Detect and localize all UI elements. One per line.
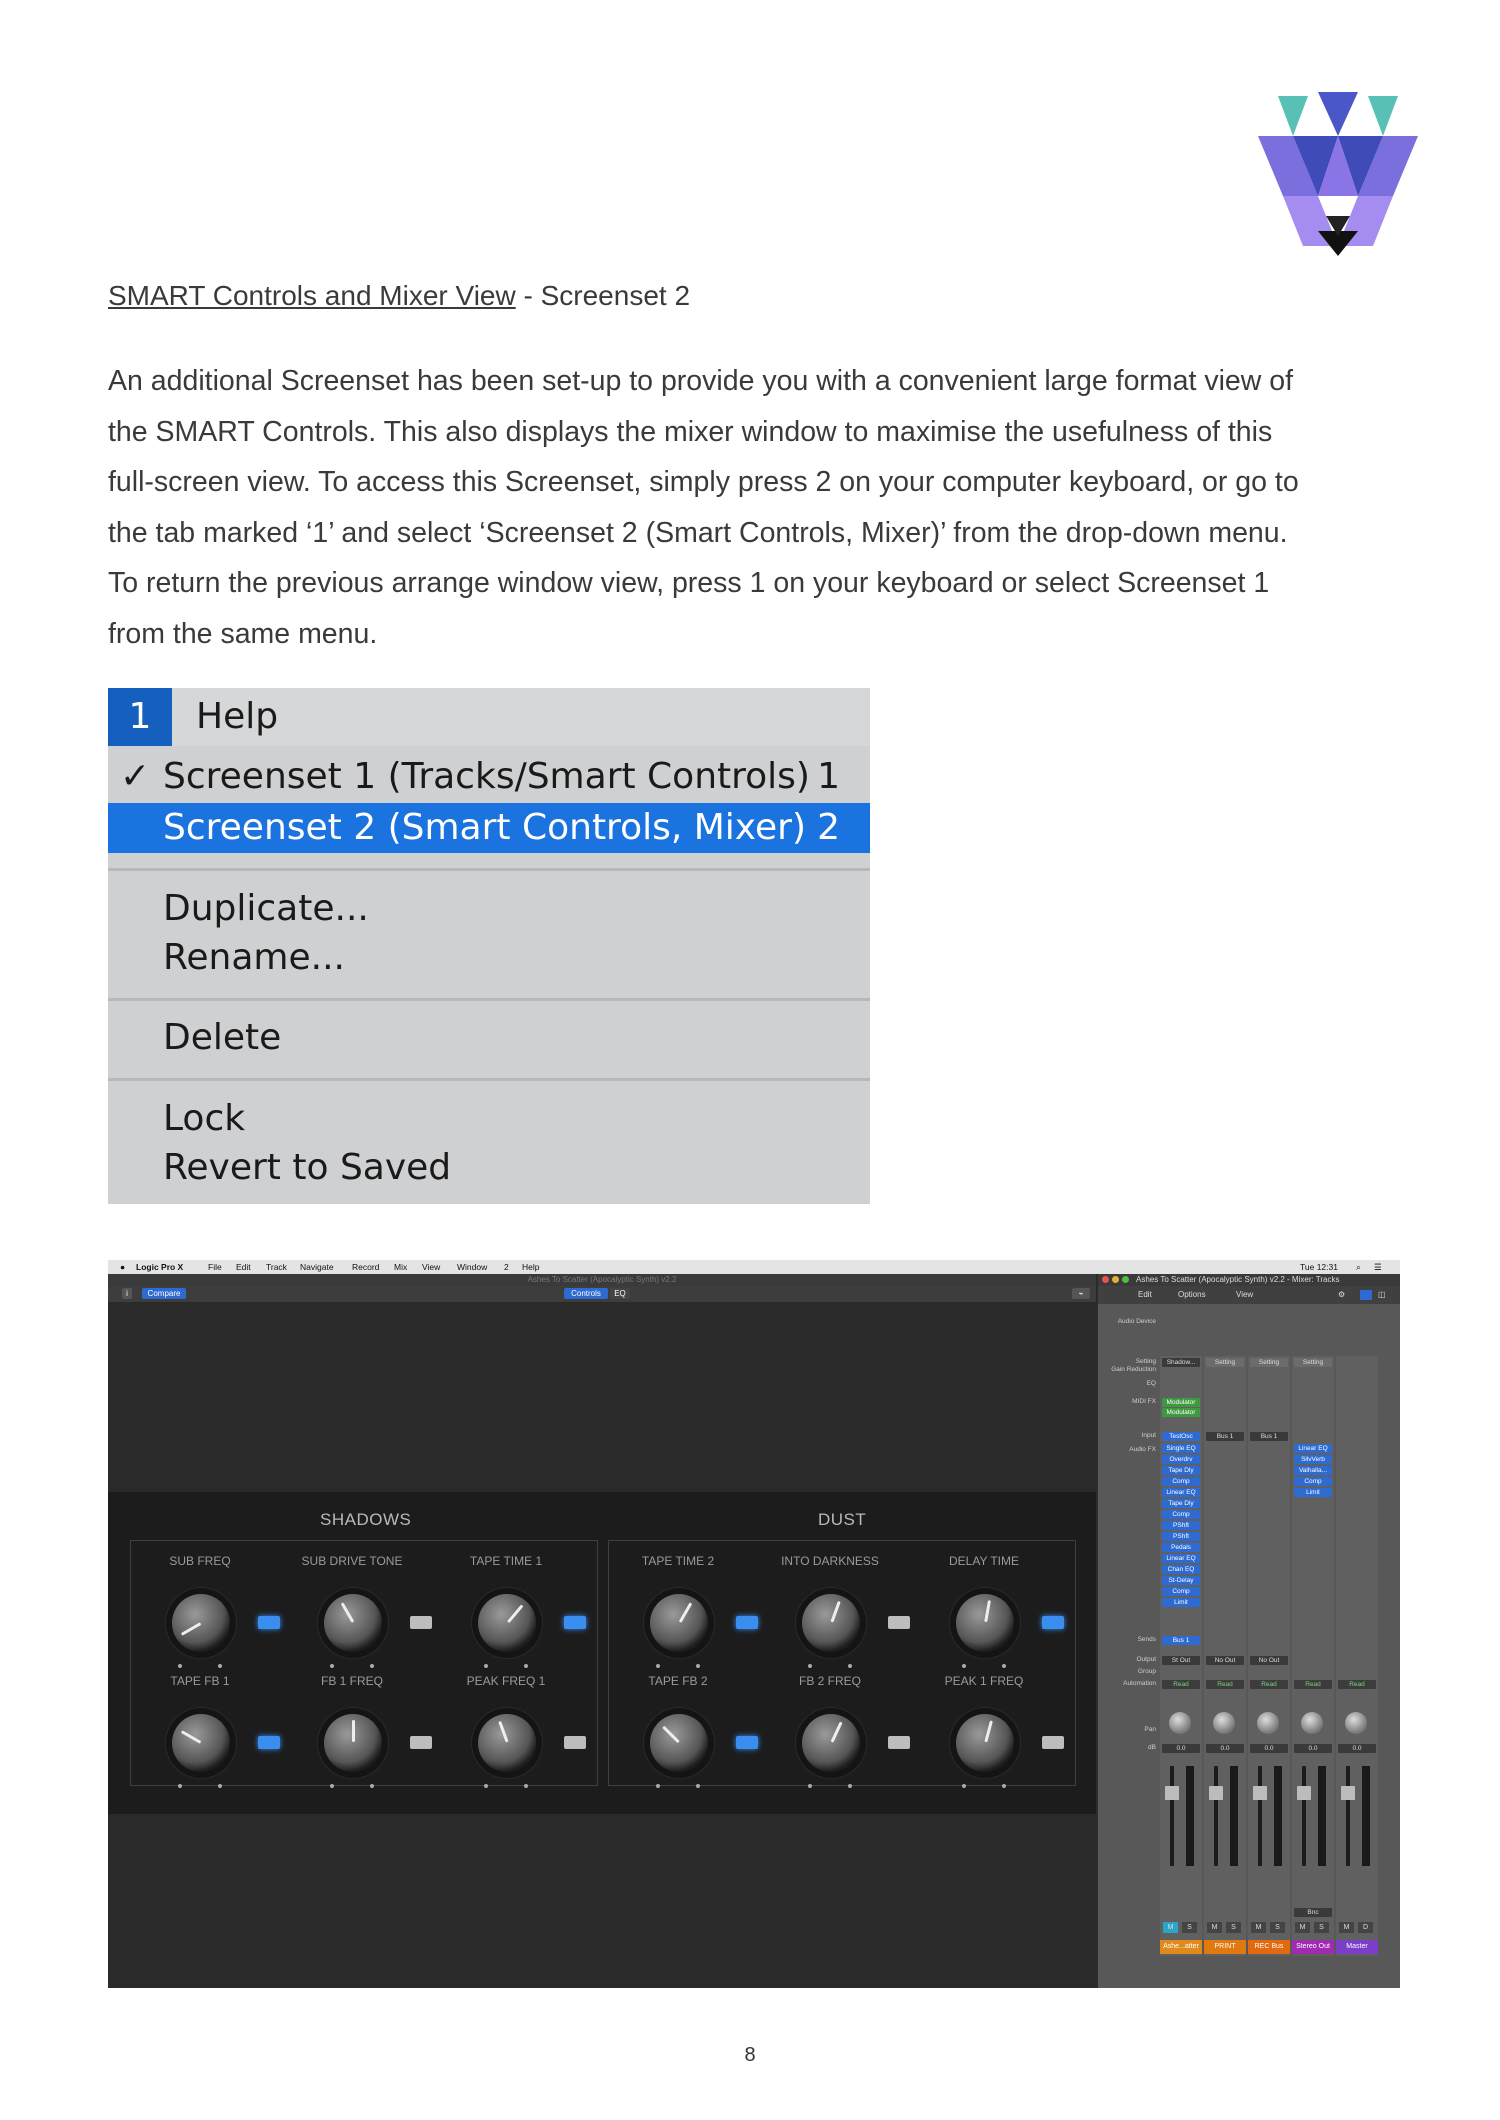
automation-mode[interactable]: Read (1294, 1680, 1332, 1689)
edit-menu[interactable]: Edit (236, 1262, 251, 1272)
audio-fx-slot[interactable]: Pedals (1162, 1543, 1200, 1552)
menu-item-shortcut: 2 (817, 807, 840, 848)
channel-strip (1248, 1356, 1290, 1956)
knob-led-button[interactable] (736, 1616, 758, 1629)
app-menu[interactable]: Logic Pro X (136, 1262, 184, 1272)
group-title-shadows: SHADOWS (320, 1510, 412, 1529)
knob[interactable] (172, 1594, 230, 1652)
smart-controls-panel (108, 1492, 1096, 1814)
track-name: Ashe...atter (1160, 1940, 1202, 1954)
body-line: full-screen view. To access this Screenset, simply press 2 on your computer keyboard, or go to (108, 466, 1299, 498)
automation-mode[interactable]: Read (1338, 1680, 1376, 1689)
menu-item-label: Screenset 2 (Smart Controls, Mixer) (163, 807, 806, 848)
knob-led-button[interactable] (258, 1616, 280, 1629)
audio-fx-slot[interactable]: Chan EQ (1162, 1565, 1200, 1574)
knob-led-button[interactable] (736, 1736, 758, 1749)
input-slot[interactable]: Bus 1 (1206, 1432, 1244, 1441)
menu-list-icon[interactable]: ☰ (1374, 1262, 1382, 1272)
knob-range-dot (962, 1784, 966, 1788)
body-paragraph (108, 356, 1408, 659)
body-line: To return the previous arrange window view, press 1 on your keyboard or select Screenset 1 (108, 567, 1270, 599)
knob[interactable] (956, 1594, 1014, 1652)
mixer-title-text: Ashes To Scatter (Apocalyptic Synth) v2.2 - Mixer: Tracks (1136, 1275, 1340, 1284)
row-label: Setting (1135, 1358, 1156, 1365)
level-meter (1318, 1766, 1326, 1866)
knob-led-button[interactable] (1042, 1736, 1064, 1749)
record-menu[interactable]: Record (352, 1262, 380, 1272)
level-meter (1186, 1766, 1194, 1866)
solo-button[interactable]: S (1270, 1922, 1285, 1933)
knob-indicator (498, 1721, 508, 1743)
help-menu[interactable]: Help (196, 696, 279, 737)
volume-fader[interactable] (1253, 1786, 1267, 1800)
split-view-icon[interactable]: ◫ (1378, 1290, 1386, 1299)
output-slot[interactable]: No Out (1206, 1656, 1244, 1665)
audio-fx-slot[interactable]: PShft (1162, 1521, 1200, 1530)
track-menu[interactable]: Track (266, 1262, 287, 1272)
automation-mode[interactable]: Read (1206, 1680, 1244, 1689)
pan-knob[interactable] (1301, 1712, 1323, 1734)
solo-button[interactable]: S (1182, 1922, 1197, 1933)
automation-mode[interactable]: Read (1162, 1680, 1200, 1689)
output-slot[interactable]: No Out (1250, 1656, 1288, 1665)
knob-indicator (984, 1600, 991, 1622)
pan-knob[interactable] (1345, 1712, 1367, 1734)
audio-fx-slot[interactable]: Tape Dly (1162, 1499, 1200, 1508)
row-label: Pan (1144, 1726, 1156, 1733)
tab-controls[interactable]: Controls (564, 1288, 608, 1299)
output-slot[interactable]: St Out (1162, 1656, 1200, 1665)
knob-range-dot (330, 1664, 334, 1668)
info-icon[interactable]: i (122, 1288, 132, 1299)
knob-indicator (181, 1622, 202, 1636)
row-label: Input (1141, 1432, 1156, 1439)
minimize-icon[interactable] (1112, 1276, 1119, 1283)
knob-range-dot (330, 1784, 334, 1788)
knob-range-dot (1002, 1664, 1006, 1668)
audio-fx-slot[interactable]: Single EQ (1162, 1444, 1200, 1453)
pan-knob[interactable] (1169, 1712, 1191, 1734)
solo-button[interactable]: S (1314, 1922, 1329, 1933)
knob-indicator (341, 1602, 355, 1623)
volume-fader[interactable] (1209, 1786, 1223, 1800)
view-menu[interactable]: View (422, 1262, 441, 1272)
knob-indicator (831, 1722, 843, 1743)
knob-led-button[interactable] (1042, 1616, 1064, 1629)
row-label: Audio Device (1117, 1318, 1156, 1325)
row-label: Group (1137, 1668, 1156, 1675)
channel-strip (1160, 1356, 1202, 1956)
screenset-menu[interactable]: 2 (504, 1262, 509, 1272)
row-label: Gain Reduction (1111, 1366, 1156, 1373)
row-label: Sends (1137, 1636, 1156, 1643)
row-label: MIDI FX (1132, 1398, 1156, 1405)
menu-item-label: Rename... (163, 937, 345, 978)
heading-link[interactable]: SMART Controls and Mixer View (108, 280, 516, 311)
menu-item-screenset-2[interactable] (108, 803, 870, 853)
zoom-icon[interactable] (1122, 1276, 1129, 1283)
audio-fx-slot[interactable]: Linear EQ (1294, 1444, 1332, 1453)
knob-label: DELAY TIME (948, 1554, 1020, 1568)
section-heading (108, 280, 690, 312)
file-menu[interactable]: File (208, 1262, 222, 1272)
track-name: REC Bus (1248, 1940, 1290, 1954)
pan-knob[interactable] (1257, 1712, 1279, 1734)
row-label: dB (1148, 1744, 1156, 1751)
menu-item-revert[interactable] (108, 1143, 870, 1193)
logic-pro-screenshot (108, 1260, 1400, 1988)
menu-divider (108, 1078, 870, 1081)
solo-button[interactable]: S (1226, 1922, 1241, 1933)
logo-crystal-icon (1258, 86, 1418, 256)
menu-item-rename[interactable] (108, 933, 870, 983)
mix-menu[interactable]: Mix (394, 1262, 408, 1272)
knob-range-dot (656, 1784, 660, 1788)
body-line: An additional Screenset has been set-up to provide you with a convenient large format view of (108, 365, 1294, 397)
audio-fx-slot[interactable]: Comp (1162, 1587, 1200, 1596)
send-slot[interactable]: Bus 1 (1162, 1636, 1200, 1645)
close-icon[interactable] (1102, 1276, 1109, 1283)
screenset-menu-tab[interactable]: 1 (108, 688, 172, 746)
volume-fader[interactable] (1297, 1786, 1311, 1800)
track-name: Master (1336, 1940, 1378, 1954)
knob-range-dot (696, 1784, 700, 1788)
row-label: Audio FX (1129, 1446, 1156, 1453)
track-name: Stereo Out (1292, 1940, 1334, 1954)
menu-item-shortcut: 1 (817, 756, 840, 797)
knob-range-dot (484, 1664, 488, 1668)
level-meter (1230, 1766, 1238, 1866)
knob-label: FB 1 FREQ (320, 1674, 383, 1688)
body-line: the SMART Controls. This also displays the mixer window to maximise the usefulness of this (108, 415, 1273, 448)
knob-range-dot (178, 1784, 182, 1788)
row-label: Automation (1123, 1680, 1156, 1687)
page-number: 8 (744, 2044, 756, 2066)
knob-range-dot (808, 1664, 812, 1668)
knob[interactable] (324, 1594, 382, 1652)
knob-label: FB 2 FREQ (798, 1674, 861, 1688)
knob-range-dot (524, 1784, 528, 1788)
audio-fx-slot[interactable]: Tape Dly (1162, 1466, 1200, 1475)
solo-button[interactable]: D (1358, 1922, 1373, 1933)
view-menu[interactable]: View (1236, 1290, 1254, 1299)
knob-range-dot (656, 1664, 660, 1668)
knob[interactable] (650, 1594, 708, 1652)
volume-readout: 0.0 (1338, 1744, 1376, 1753)
audio-fx-slot[interactable]: Linear EQ (1162, 1554, 1200, 1563)
menu-item-screenset-1[interactable] (108, 752, 870, 802)
knob-indicator (984, 1720, 993, 1742)
volume-readout: 0.0 (1294, 1744, 1332, 1753)
knob-range-dot (370, 1664, 374, 1668)
knob-label: TAPE TIME 1 (469, 1554, 543, 1568)
options-menu[interactable]: Options (1178, 1290, 1206, 1299)
knob-indicator (662, 1726, 680, 1744)
knob-label: TAPE FB 2 (648, 1674, 708, 1688)
knob[interactable] (802, 1594, 860, 1652)
fader-track (1170, 1766, 1174, 1866)
midi-fx-slot[interactable]: Modulator (1162, 1408, 1200, 1417)
volume-readout: 0.0 (1162, 1744, 1200, 1753)
clock: Tue 12:31 (1300, 1262, 1338, 1272)
menu-item-delete[interactable] (108, 1013, 870, 1063)
knob[interactable] (802, 1714, 860, 1772)
menu-item-label: Revert to Saved (163, 1147, 452, 1188)
knob-label: TAPE FB 1 (170, 1674, 230, 1688)
menu-divider (108, 998, 870, 1001)
knob-range-dot (484, 1784, 488, 1788)
input-slot[interactable]: Bus 1 (1250, 1432, 1288, 1441)
level-meter (1362, 1766, 1370, 1866)
audio-fx-slot[interactable]: SilvVerb (1294, 1455, 1332, 1464)
compare-button[interactable]: Compare (142, 1288, 186, 1299)
body-line: from the same menu. (108, 617, 378, 650)
fader-track (1346, 1766, 1350, 1866)
knob-led-button[interactable] (564, 1736, 586, 1749)
knob-range-dot (218, 1664, 222, 1668)
mute-button[interactable]: M (1339, 1922, 1354, 1933)
gear-icon[interactable]: ⚙ (1338, 1290, 1346, 1299)
knob-led-button[interactable] (888, 1616, 910, 1629)
volume-fader[interactable] (1341, 1786, 1355, 1800)
knob-led-button[interactable] (410, 1616, 432, 1629)
knob-indicator (507, 1604, 523, 1623)
knob-range-dot (808, 1784, 812, 1788)
knob-range-dot (370, 1784, 374, 1788)
level-meter (1274, 1766, 1282, 1866)
mixer-toolbar (1098, 1286, 1400, 1304)
knob-label: SUB FREQ (169, 1554, 231, 1568)
menu-item-lock[interactable] (108, 1094, 870, 1144)
knob-indicator (181, 1730, 202, 1744)
input-slot[interactable]: TestOsc (1162, 1432, 1200, 1441)
group-title-dust: DUST (818, 1510, 867, 1529)
knob-led-button[interactable] (410, 1736, 432, 1749)
knob-range-dot (848, 1784, 852, 1788)
audio-fx-slot[interactable]: Linear EQ (1162, 1488, 1200, 1497)
menu-item-label: Duplicate... (163, 888, 369, 929)
window-menu[interactable]: Window (457, 1262, 488, 1272)
audio-fx-slot[interactable]: Valhalla... (1294, 1466, 1332, 1475)
audio-fx-slot[interactable]: Comp (1162, 1477, 1200, 1486)
smart-controls-pane (108, 1274, 1096, 1988)
knob-indicator (352, 1720, 355, 1742)
knob[interactable] (172, 1714, 230, 1772)
knob-range-dot (848, 1664, 852, 1668)
tab-eq[interactable]: EQ (610, 1288, 630, 1299)
setting-slot[interactable]: Setting (1206, 1358, 1244, 1367)
knob-led-button[interactable] (888, 1736, 910, 1749)
menu-divider (108, 868, 870, 871)
window-title: Ashes To Scatter (Apocalyptic Synth) v2.2 (108, 1274, 1096, 1286)
screenset-menu-screenshot (108, 688, 870, 1204)
mute-button[interactable]: M (1251, 1922, 1266, 1933)
knob[interactable] (478, 1594, 536, 1652)
mute-button[interactable]: M (1207, 1922, 1222, 1933)
mixer-window (1098, 1274, 1400, 1988)
channel-strip (1204, 1356, 1246, 1956)
automation-icon[interactable]: ⌁ (1072, 1288, 1090, 1299)
setting-slot[interactable]: Setting (1250, 1358, 1288, 1367)
body-line: the tab marked ‘1’ and select ‘Screenset 2 (Smart Controls, Mixer)’ from the drop-down menu. (108, 516, 1288, 549)
row-label: Output (1136, 1656, 1156, 1663)
volume-readout: 0.0 (1206, 1744, 1244, 1753)
knob-label: PEAK 1 FREQ (944, 1674, 1024, 1688)
menu-item-label: Screenset 1 (Tracks/Smart Controls) (163, 756, 810, 797)
knob[interactable] (478, 1714, 536, 1772)
edit-menu[interactable]: Edit (1138, 1290, 1152, 1299)
knob-range-dot (218, 1784, 222, 1788)
smart-controls-toolbar (108, 1286, 1096, 1302)
knob-indicator (679, 1602, 693, 1623)
midi-fx-slot[interactable]: Modulator (1162, 1398, 1200, 1407)
knob-range-dot (696, 1664, 700, 1668)
fader-track (1258, 1766, 1262, 1866)
menu-item-duplicate[interactable] (108, 884, 870, 934)
audio-fx-slot[interactable]: Comp (1294, 1477, 1332, 1486)
setting-slot[interactable]: Setting (1294, 1358, 1332, 1367)
knob[interactable] (324, 1714, 382, 1772)
volume-readout: 0.0 (1250, 1744, 1288, 1753)
knob-label: INTO DARKNESS (781, 1554, 879, 1568)
single-view-icon[interactable] (1360, 1290, 1372, 1300)
mute-button[interactable]: M (1163, 1922, 1178, 1933)
automation-mode[interactable]: Read (1250, 1680, 1288, 1689)
audio-fx-slot[interactable]: Limit (1162, 1598, 1200, 1607)
fader-track (1302, 1766, 1306, 1866)
fader-track (1214, 1766, 1218, 1866)
knob-label: PEAK FREQ 1 (466, 1674, 546, 1688)
knob-range-dot (524, 1664, 528, 1668)
channel-strip (1336, 1356, 1378, 1956)
heading-suffix: - Screenset 2 (515, 280, 691, 311)
audio-fx-slot[interactable]: Limit (1294, 1488, 1332, 1497)
mac-menu-bar (108, 1260, 1400, 1274)
audio-fx-slot[interactable]: PShft (1162, 1532, 1200, 1541)
mixer-title (1098, 1274, 1400, 1286)
knob-range-dot (1002, 1784, 1006, 1788)
audio-fx-slot[interactable]: Overdrv (1162, 1455, 1200, 1464)
volume-fader[interactable] (1165, 1786, 1179, 1800)
checkmark-icon: ✓ (120, 756, 151, 797)
knob-led-button[interactable] (564, 1616, 586, 1629)
apple-icon[interactable]: ● (120, 1262, 126, 1272)
track-name: PRINT (1204, 1940, 1246, 1954)
row-label: EQ (1146, 1380, 1156, 1387)
search-icon[interactable]: ⌕ (1356, 1262, 1361, 1272)
bounce-button[interactable]: Bnc (1294, 1908, 1332, 1917)
navigate-menu[interactable]: Navigate (300, 1262, 334, 1272)
channel-strip (1292, 1356, 1334, 1956)
audio-fx-slot[interactable]: St-Delay (1162, 1576, 1200, 1585)
help-menu[interactable]: Help (522, 1262, 540, 1272)
knob[interactable] (956, 1714, 1014, 1772)
menu-item-label: Delete (163, 1017, 282, 1058)
knob-led-button[interactable] (258, 1736, 280, 1749)
mute-button[interactable]: M (1295, 1922, 1310, 1933)
pan-knob[interactable] (1213, 1712, 1235, 1734)
knob[interactable] (650, 1714, 708, 1772)
knob-label: TAPE TIME 2 (641, 1554, 715, 1568)
knob-range-dot (178, 1664, 182, 1668)
knob-indicator (830, 1601, 840, 1623)
knob-range-dot (962, 1664, 966, 1668)
setting-slot[interactable]: Shadow... (1162, 1358, 1200, 1367)
knob-label: SUB DRIVE TONE (301, 1554, 403, 1568)
audio-fx-slot[interactable]: Comp (1162, 1510, 1200, 1519)
menu-item-label: Lock (163, 1098, 246, 1139)
menu-bar (108, 688, 870, 746)
